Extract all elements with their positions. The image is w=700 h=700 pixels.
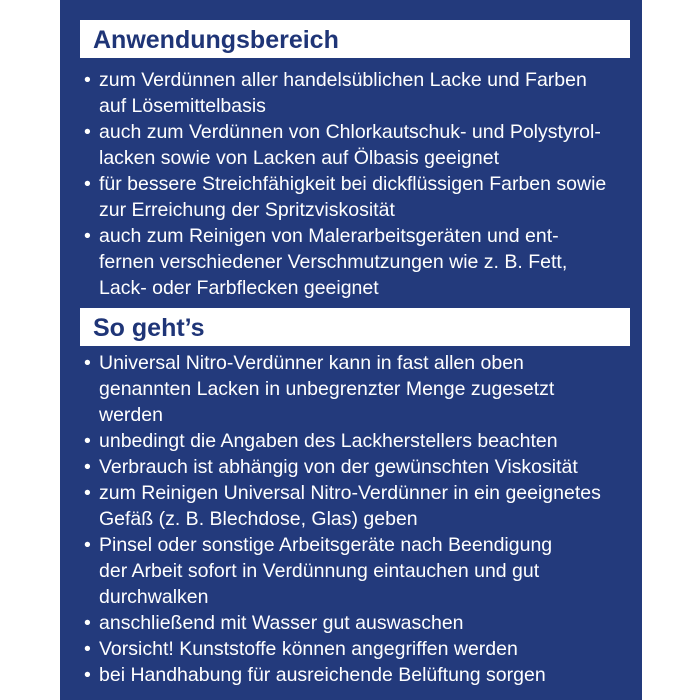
bullet-icon: •: [84, 638, 91, 660]
list-item-line: fernen verschiedener Verschmutzungen wie z. B. Fett,: [99, 251, 568, 273]
bullet-icon: •: [84, 69, 91, 91]
list-item-line: durchwalken: [99, 586, 209, 608]
list-item-line: zum Reinigen Universal Nitro-Verdünner in ein geeignetes: [99, 482, 601, 504]
list-item: [80, 532, 630, 610]
list-item-line: Universal Nitro-Verdünner kann in fast allen oben: [99, 352, 524, 374]
label-panel: [60, 0, 642, 700]
list-item-line: werden: [99, 404, 163, 426]
list-item: [80, 454, 630, 480]
list-item-line: lacken sowie von Lacken auf Ölbasis geeignet: [99, 147, 499, 169]
list-item: [80, 662, 630, 688]
list-item-line: Verbrauch ist abhängig von der gewünschten Viskosität: [99, 456, 578, 478]
bullet-icon: •: [84, 225, 91, 247]
section-heading: Anwendungsbereich: [80, 20, 630, 58]
list-item: [80, 636, 630, 662]
list-item-line: zum Verdünnen aller handelsüblichen Lacke und Farben: [99, 69, 587, 91]
list-item: [80, 480, 630, 532]
list-item: [80, 67, 630, 119]
bullet-icon: •: [84, 121, 91, 143]
bullet-icon: •: [84, 534, 91, 556]
list-item: [80, 350, 630, 428]
list-item-line: Lack- oder Farbflecken geeignet: [99, 277, 379, 299]
list-item-line: unbedingt die Angaben des Lackherstellers beachten: [99, 430, 558, 452]
bullet-icon: •: [84, 612, 91, 634]
bullet-icon: •: [84, 664, 91, 686]
list-item-line: auf Lösemittelbasis: [99, 95, 266, 117]
list-item: [80, 223, 630, 301]
section-heading: So geht’s: [80, 308, 630, 346]
list-item-line: Pinsel oder sonstige Arbeitsgeräte nach Beendigung: [99, 534, 553, 556]
bullet-icon: •: [84, 173, 91, 195]
list-item: [80, 119, 630, 171]
list-item-line: bei Handhabung für ausreichende Belüftung sorgen: [99, 664, 546, 686]
list-item-line: genannten Lacken in unbegrenzter Menge zugesetzt: [99, 378, 555, 400]
bullet-icon: •: [84, 482, 91, 504]
list-item: [80, 610, 630, 636]
list-item-line: auch zum Reinigen von Malerarbeitsgeräten und ent-: [99, 225, 559, 247]
section-so-gehts: [80, 308, 630, 688]
list-item-line: für bessere Streichfähigkeit bei dickflüssigen Farben sowie: [99, 173, 607, 195]
bullet-list: [80, 67, 630, 301]
list-item-line: Vorsicht! Kunststoffe können angegriffen werden: [99, 638, 518, 660]
list-item-line: anschließend mit Wasser gut auswaschen: [99, 612, 464, 634]
list-item-line: der Arbeit sofort in Verdünnung eintauchen und gut: [99, 560, 540, 582]
bullet-list: [80, 350, 630, 688]
bullet-icon: •: [84, 430, 91, 452]
list-item-line: Gefäß (z. B. Blechdose, Glas) geben: [99, 508, 418, 530]
bullet-icon: •: [84, 352, 91, 374]
list-item: [80, 171, 630, 223]
list-item: [80, 428, 630, 454]
bullet-icon: •: [84, 456, 91, 478]
section-anwendungsbereich: [80, 0, 630, 301]
list-item-line: zur Erreichung der Spritzviskosität: [99, 199, 395, 221]
list-item-line: auch zum Verdünnen von Chlorkautschuk- und Polystyrol-: [99, 121, 601, 143]
